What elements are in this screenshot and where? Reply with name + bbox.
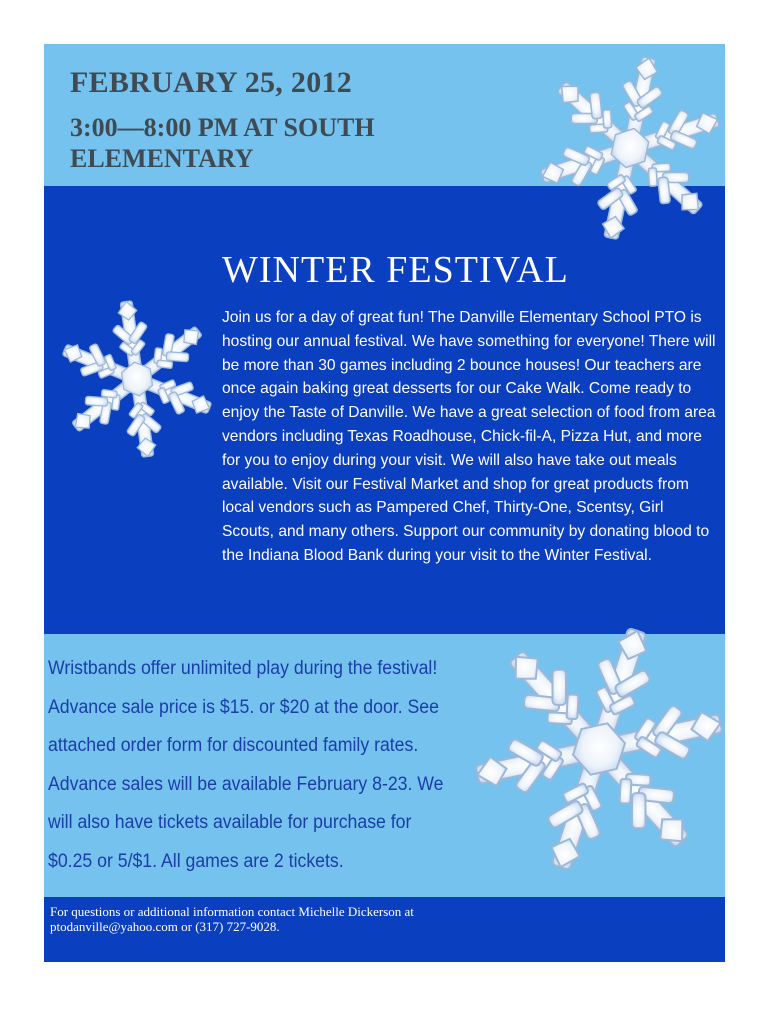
wristband-info: Wristbands offer unlimited play during the festival! Advance sale price is $15. or $20 at the door. See attached order form for discounted family rates. Advance sales will be available February 8-23. We will also have tickets available for purchase for $0.25 or 5/$1. All games are 2 tickets. [48, 658, 444, 872]
festival-flyer [44, 44, 725, 962]
festival-title: WINTER FESTIVAL [222, 249, 569, 291]
festival-description: Join us for a day of great fun! The Danville Elementary School PTO is hosting our annual festival. We have something for everyone! There will be more than 30 games including 2 bounce houses! Our teachers are once again baking great desserts for our Cake Walk. Come ready to enjoy the Taste of Danville. We have a great selection of food from area vendors including Texas Roadhouse, Chick-fil-A, Pizza Hut, and more for you to enjoy during your visit. We will also have take out meals available. Visit our Festival Market and shop for great products from local vendors such as Pampered Chef, Thirty-One, Scentsy, Girl Scouts, and many others. Support our community by donating blood to the Indiana Blood Bank during your visit to the Winter Festival. [222, 309, 716, 564]
event-date: FEBRUARY 25, 2012 [70, 66, 353, 99]
event-time-location: 3:00—8:00 PM AT SOUTH ELEMENTARY [70, 113, 375, 173]
snowflake-icon [52, 294, 222, 464]
snowflake-icon [464, 614, 725, 884]
snowflake-icon [530, 48, 725, 248]
contact-info: For questions or additional information contact Michelle Dickerson at ptodanville@yahoo.com or (317) 727-9028. [50, 904, 414, 934]
